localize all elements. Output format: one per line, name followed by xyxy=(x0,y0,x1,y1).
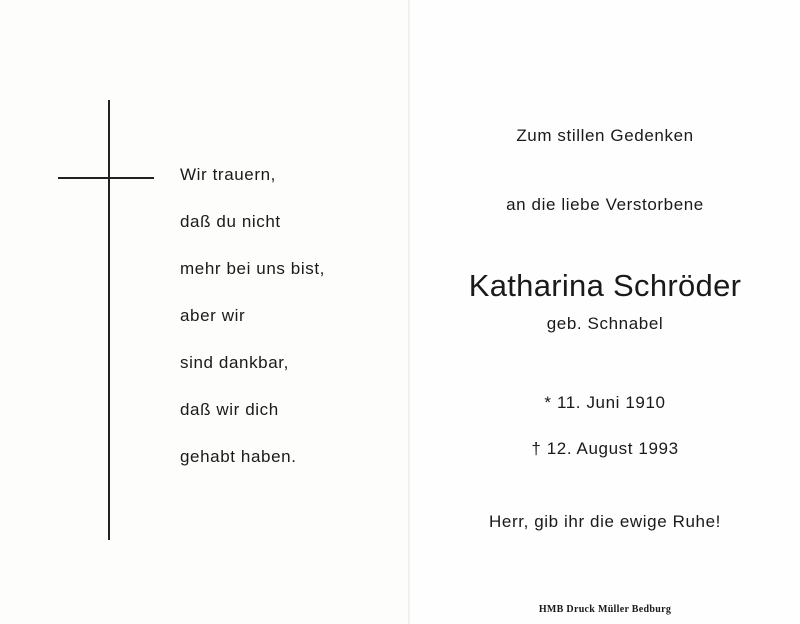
poem-line: Wir trauern, xyxy=(180,165,276,184)
poem-line: mehr bei uns bist, xyxy=(180,259,325,278)
poem-line: sind dankbar, xyxy=(180,353,289,372)
poem-line: gehabt haben. xyxy=(180,447,297,466)
maiden-name: geb. Schnabel xyxy=(546,314,664,333)
subheading: an die liebe Verstorbene xyxy=(506,195,704,214)
cross-icon-vertical-bar xyxy=(108,100,110,540)
prayer-line: Herr, gib ihr die ewige Ruhe! xyxy=(489,512,721,531)
printer-credit: HMB Druck Müller Bedburg xyxy=(538,604,672,615)
birth-date: * 11. Juni 1910 xyxy=(544,393,666,412)
poem-line: daß du nicht xyxy=(180,212,281,231)
deceased-name: Katharina Schröder xyxy=(468,268,742,303)
poem-line: aber wir xyxy=(180,306,246,325)
death-date: † 12. August 1993 xyxy=(531,439,679,458)
poem-line: daß wir dich xyxy=(180,400,279,419)
heading: Zum stillen Gedenken xyxy=(516,126,694,145)
cross-icon-horizontal-bar xyxy=(58,177,154,179)
